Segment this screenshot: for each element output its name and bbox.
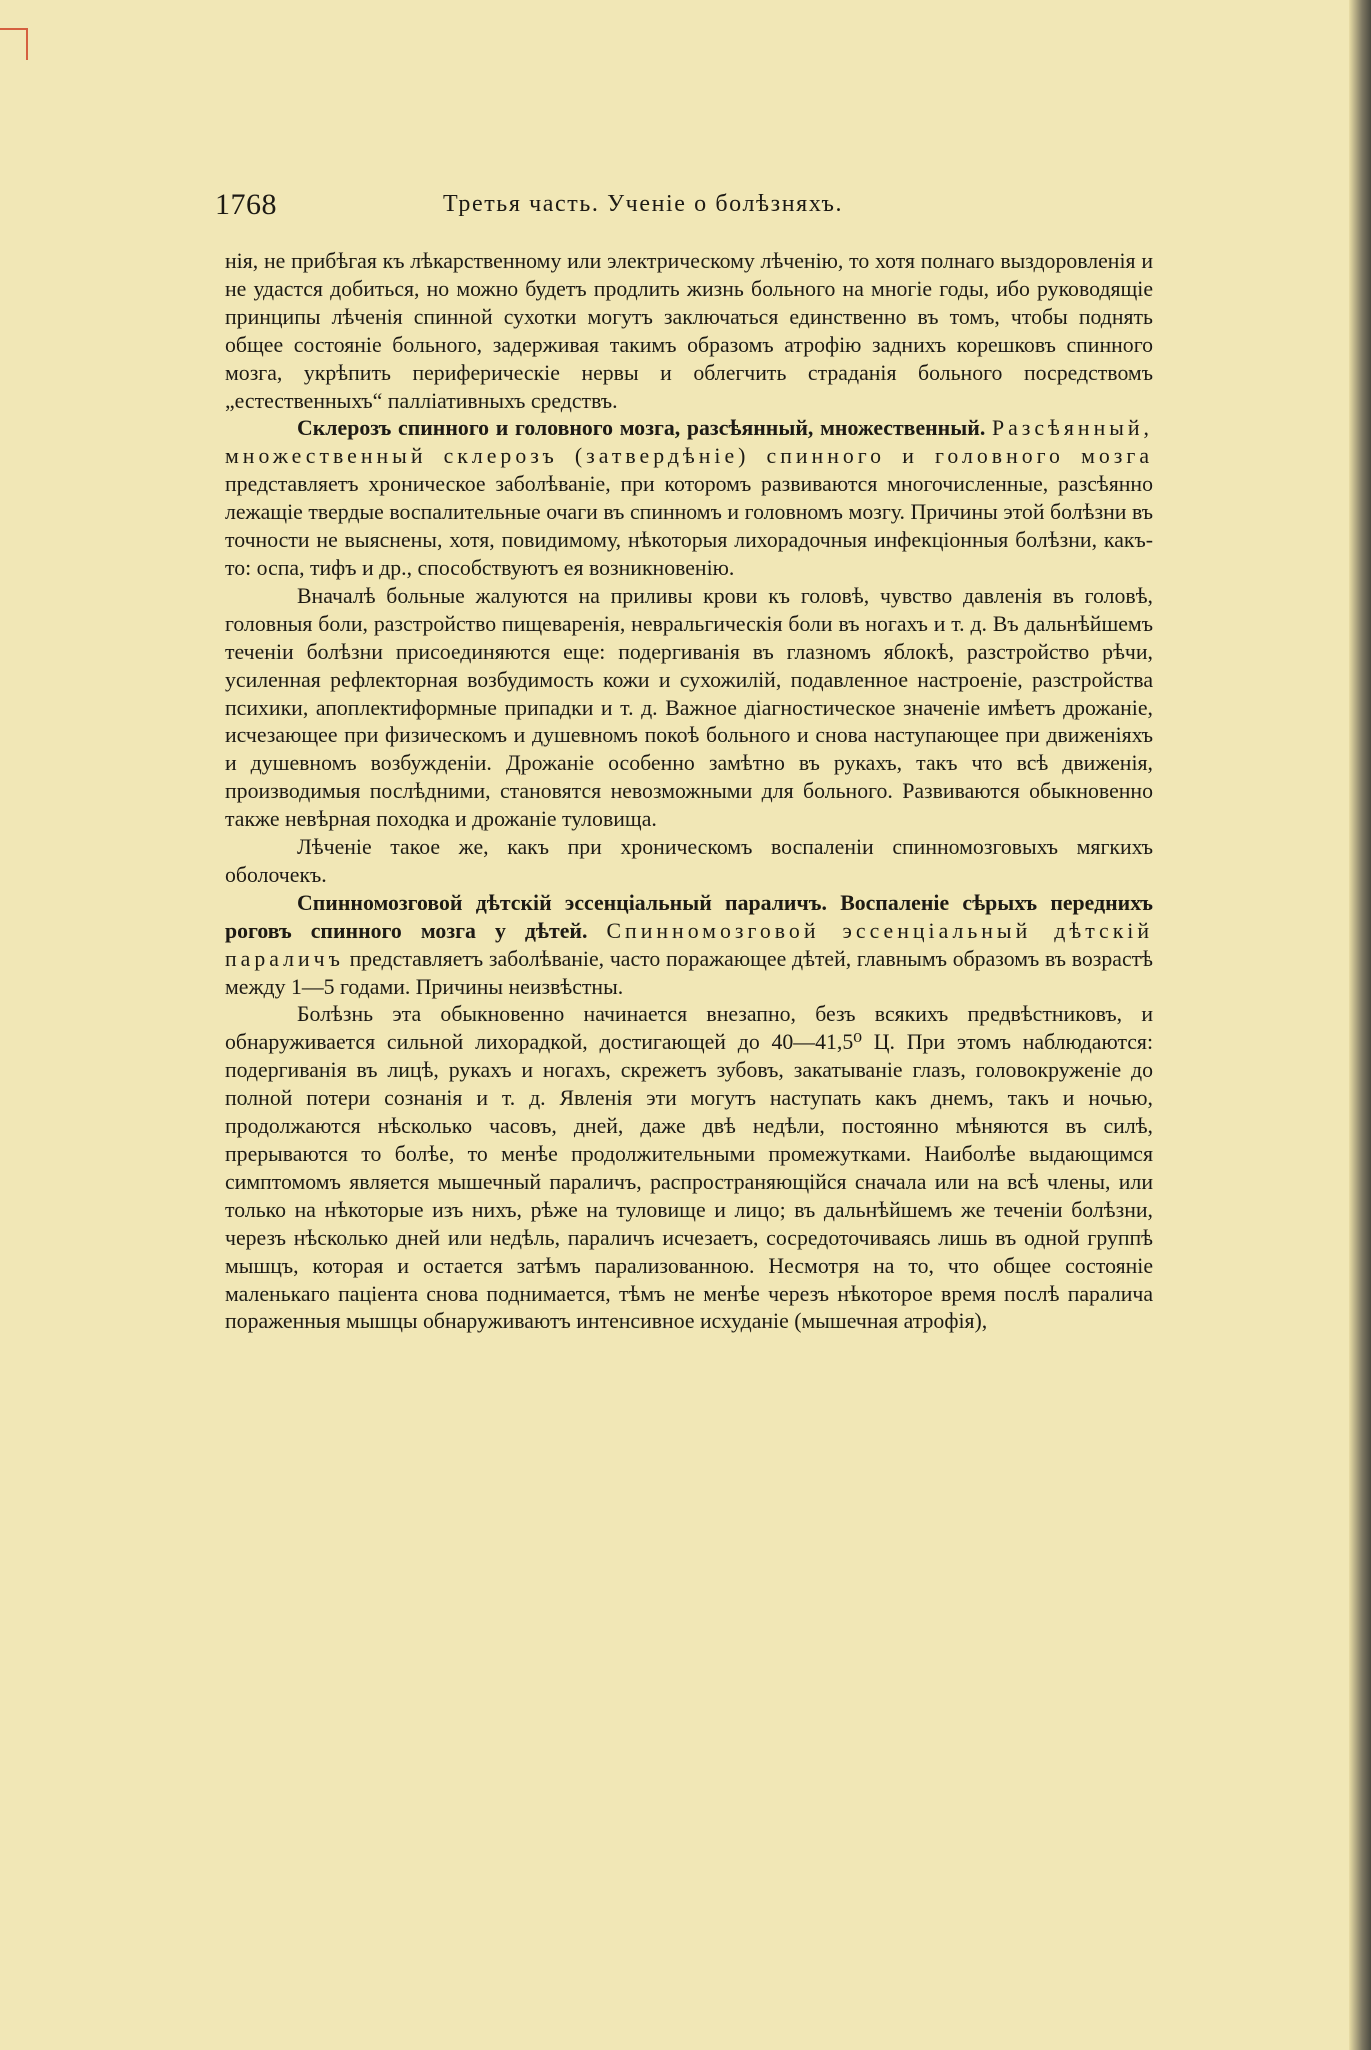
section-heading-sclerosis: Склерозъ спинного и головного мозга, разсѣянный, множественный.	[297, 416, 986, 441]
running-title: Третья часть. Ученiе о болѣзняхъ.	[443, 191, 844, 217]
page-number: 1768	[215, 188, 277, 221]
paragraph-text: представляетъ заболѣванiе, часто поражающее дѣтей, главнымъ образомъ въ возрастѣ между 1—5 годами. Причины неизвѣстны.	[225, 946, 1153, 999]
page-header	[215, 188, 1165, 232]
body-text	[225, 248, 1153, 1336]
paragraph: Лѣченiе такое же, какъ при хроническомъ воспаленiи спинномозговыхъ мягкихъ оболочекъ.	[225, 835, 1153, 887]
paragraph: нiя, не прибѣгая къ лѣкарственному или электрическому лѣченiю, то хотя полнаго выздоровленiя и не удастся добиться, но можно будетъ продлить жизнь больного на многiе годы, ибо руководящiе принципы лѣченiя спинной сухотки могутъ заключаться единственно въ томъ, чтобы поднять общее состоянiе больного, задерживая такимъ образомъ атрофiю заднихъ корешковъ спинного мозга, укрѣпить периферическiе нервы и облегчить страданiя больного посредствомъ „естественныхъ“ паллiативныхъ средствъ.	[225, 249, 1153, 413]
paragraph-paralysis	[225, 890, 1153, 1002]
page-edge-shadow	[1349, 0, 1371, 2050]
spaced-term-paralysis: Спинномозговой эссенцiальный дѣтскiй параличъ	[225, 918, 1154, 971]
paragraph: Вначалѣ больные жалуются на приливы крови къ головѣ, чувство давленiя въ головѣ, головныя боли, разстройство пищеваренiя, невральгическiя боли въ ногахъ и т. д. Въ дальнѣйшемъ теченiи болѣзни присоединяются еще: подергиванiя въ глазномъ яблокѣ, разстройство рѣчи, усиленная рефлекторная возбудимость кожи и сухожилiй, подавленное настроенiе, разстройства психики, апоплектиформные припадки и т. д. Важное дiагностическое значенiе имѣетъ дрожанiе, исчезающее при физическомъ и душевномъ покоѣ больного и снова наступающее при движенiяхъ и душевномъ возбужденiи. Дрожанiе особенно замѣтно въ рукахъ, такъ что всѣ движенiя, производимыя послѣдними, становятся невозможными для больного. Развиваются обыкновенно также невѣрная походка и дрожанiе туловища.	[225, 583, 1153, 832]
paragraph-sclerosis	[225, 415, 1153, 582]
paragraph: Болѣзнь эта обыкновенно начинается внезапно, безъ всякихъ предвѣстниковъ, и обнаруживается сильной лихорадкой, достигающей до 40—41,5⁰ Ц. При этомъ наблюдаются: подергиванiя въ лицѣ, рукахъ и ногахъ, скрежетъ зубовъ, закатыванiе глазъ, головокруженiе до полной потери сознанiя и т. д. Явленiя эти могутъ наступать какъ днемъ, такъ и ночью, продолжаются нѣсколько часовъ, дней, даже двѣ недѣли, постоянно мѣняются въ силѣ, прерываются то болѣе, то менѣе продолжительными промежутками. Наиболѣе выдающимся симптомомъ является мышечный параличъ, распространяющiйся сначала или на всѣ члены, или только на нѣкоторые изъ нихъ, рѣже на туловище и лицо; въ дальнѣйшемъ же теченiи болѣзни, черезъ нѣсколько дней или недѣль, параличъ исчезаетъ, сосредоточиваясь лишь въ одной группѣ мышцъ, которая и остается затѣмъ парализованною. Несмотря на то, что общее состоянiе маленькаго пацiента снова поднимается, тѣмъ не менѣе черезъ нѣкоторое время послѣ паралича пораженныя мышцы обнаруживаютъ интенсивное исхуданiе (мышечная атрофiя),	[225, 1002, 1153, 1334]
section-heading-paralysis: Спинномозговой дѣтскiй эссенцiальный параличъ. Воспаленiе сѣрыхъ переднихъ роговъ спинного мозга у дѣтей.	[225, 890, 1153, 943]
spaced-term-sclerosis: Разсѣянный, множественный склерозъ (затвердѣнiе) спинного и головного мозга	[225, 416, 1153, 469]
paragraph-text: представляетъ хроническое заболѣванiе, при которомъ развиваются многочисленные, разсѣянно лежащiе твердые воспалительные очаги въ спинномъ и головномъ мозгу. Причины этой болѣзни въ точности не выяснены, хотя, повидимому, нѣкоторыя лихорадочныя инфекцiонныя болѣзни, какъ-то: оспа, тифъ и др., способствуютъ ея возникновенiю.	[225, 472, 1153, 580]
corner-mark	[0, 28, 28, 60]
